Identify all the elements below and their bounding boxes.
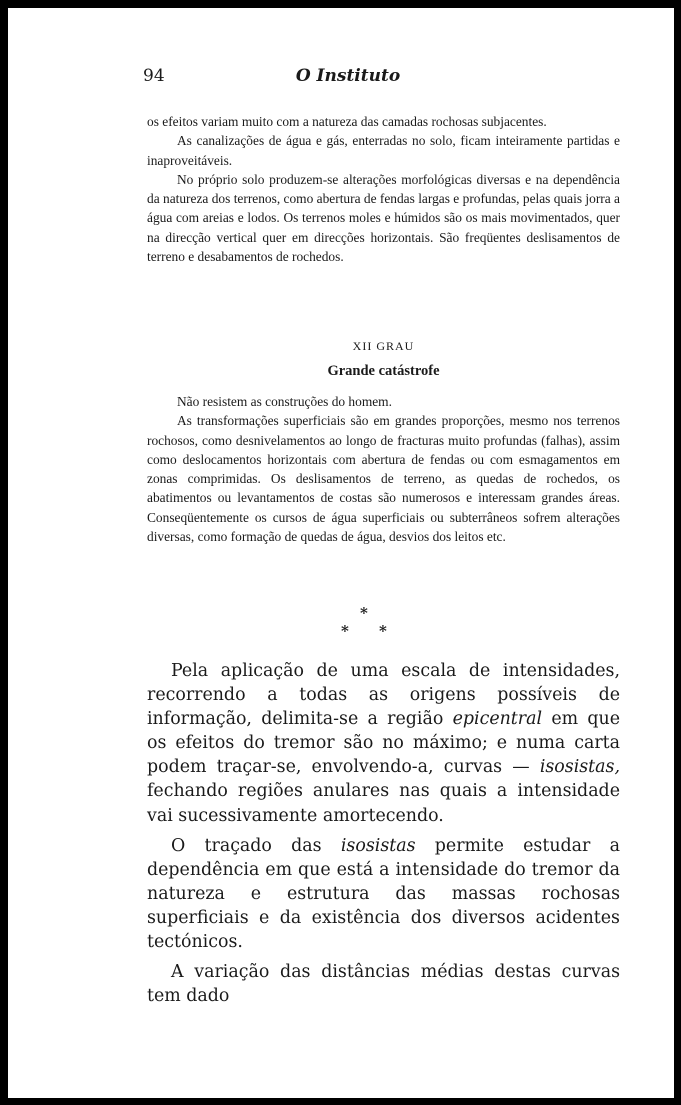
paragraph [147, 659, 620, 828]
paragraph: As transformações superficiais são em grandes proporções, mesmo nos terrenos rochosos, como desnivelamentos ao longo de fracturas muito profundas (falhas), assim como deslocamentos horizontais com abertura de fendas ou com esmagamentos em zonas comprimidas. Os deslisamentos de terreno, as quedas de rochedos, os abatimentos ou levantamentos de costas são numerosos e interessam grandes áreas. Conseqüentemente os cursos de água superficiais ou subterrâneos sofrem alterações diversas, como formação de quedas de água, desvios dos leitos etc. [147, 413, 620, 545]
paragraph: A variação das distâncias médias destas curvas tem dado [147, 962, 620, 1007]
page-header [143, 66, 553, 96]
running-title: O Instituto [295, 66, 401, 86]
main-section [147, 659, 620, 1008]
italic-term: epicentral [452, 709, 543, 730]
paragraph [147, 834, 620, 954]
text-run: fechando regiões anulares nas quais a intensidade vai sucessivamente amortecendo. [147, 781, 620, 826]
text-run: Pela aplicação de uma escala de intensidades, recorrendo a todas as origens possíveis de informação, delimita-se a região [147, 661, 620, 730]
paragraph: As canalizações de água e gás, enterradas no solo, ficam inteiramente partidas e inaproveitáveis. [147, 133, 620, 168]
text-run: O traçado das [171, 835, 341, 856]
top-section [147, 112, 620, 266]
asterism-star: * [379, 622, 387, 640]
page-number: 94 [143, 66, 165, 86]
italic-term: isosistas [340, 835, 416, 856]
asterism [338, 606, 398, 642]
book-page [8, 8, 674, 1098]
paragraph: No próprio solo produzem-se alterações morfológicas diversas e na dependência da natureza dos terrenos, como abertura de fendas largas e profundas, pelas quais jorra a água com areias e lodos. Os terrenos moles e húmidos são os mais movimentados, quer na direcção vertical quer em direcções horizontais. São freqüentes deslisamentos de terreno e desabamentos de rochedos. [147, 171, 620, 265]
text-run: em que os efeitos do tremor são no máximo; e numa carta podem traçar-se, envolvendo-a, curvas — [147, 709, 620, 778]
grade-title: Grande catástrofe [327, 363, 440, 379]
text-run: permite estudar a dependência em que está a intensidade do tremor da natureza e estrutura das massas rochosas superficiais e da existência dos diversos acidentes tectónicos. [147, 835, 620, 953]
paragraph: os efeitos variam muito com a natureza das camadas rochosas subjacentes. [147, 114, 547, 129]
grade-section [147, 392, 620, 546]
paragraph: Não resistem as construções do homem. [177, 394, 392, 409]
asterism-star: * [360, 604, 368, 622]
asterism-star: * [341, 622, 349, 640]
grade-label: XII GRAU [352, 339, 415, 353]
italic-term: isosistas, [539, 757, 620, 778]
